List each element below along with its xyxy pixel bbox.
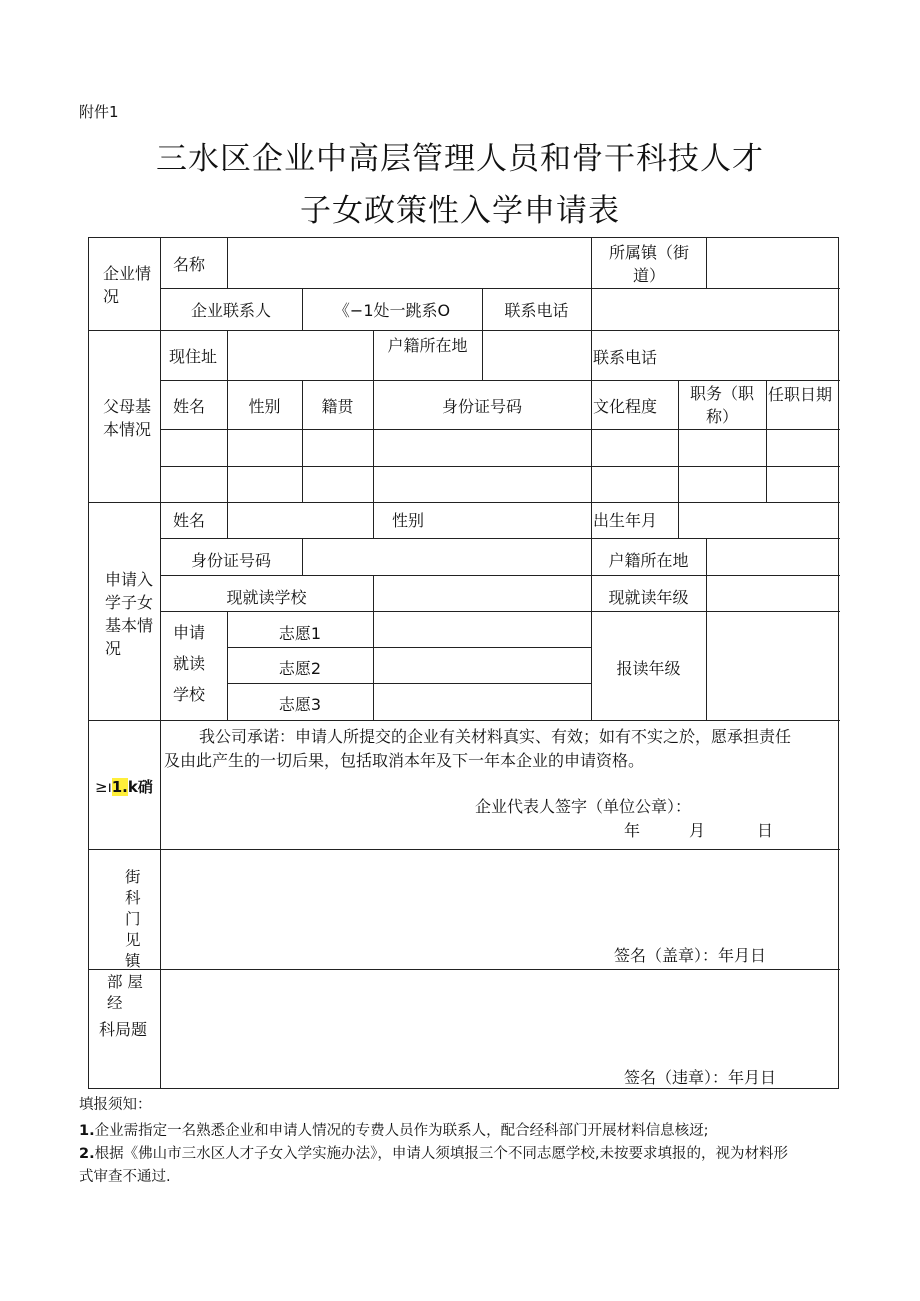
street-signature-label: 签名（盖章）：年月日 xyxy=(614,946,767,965)
child-school-field[interactable] xyxy=(373,575,591,611)
col-id-number: 身份证号码 xyxy=(441,397,522,416)
page-title-line2: 子女政策性入学申请表 xyxy=(300,193,620,229)
parents-phone-label: 联系电话 xyxy=(593,348,658,367)
col-appointment-date: 任职日期 xyxy=(768,385,833,404)
parents-section-label: 父母基本情况 xyxy=(103,397,152,439)
note-2-cont: 式审查不通过. xyxy=(79,1169,171,1185)
col-education: 文化程度 xyxy=(593,397,658,416)
child-grade-label: 现就读年级 xyxy=(608,588,689,607)
promise-signature-label: 企业代表人签字（单位公章）： xyxy=(475,797,692,816)
enterprise-town-label: 所属镇（街道） xyxy=(608,243,689,285)
page-title-line1: 三水区企业中高层管理人员和骨干科技人才 xyxy=(156,141,764,177)
bureau-section-label: 科局题 xyxy=(99,1020,148,1039)
child-birth-label: 出生年月 xyxy=(593,511,658,530)
parents-hukou-label: 户籍所在地 xyxy=(387,336,468,355)
parents-phone-field[interactable] xyxy=(678,330,839,380)
promise-month: 月 xyxy=(689,821,706,840)
promise-day: 日 xyxy=(757,821,774,840)
child-id-label: 身份证号码 xyxy=(190,551,271,570)
attachment-label: 附件1 xyxy=(79,103,119,121)
child-id-field[interactable] xyxy=(302,538,591,575)
wish2-label: 志愿2 xyxy=(278,659,322,678)
wish1-field[interactable] xyxy=(373,611,591,647)
bureau-signature-label: 签名（违章）：年月日 xyxy=(624,1068,777,1087)
apply-grade-field[interactable] xyxy=(706,611,839,720)
parents-hukou-field[interactable] xyxy=(482,330,591,380)
child-gender-label: 性别 xyxy=(391,511,424,530)
child-hukou-label: 户籍所在地 xyxy=(608,551,689,570)
child-apply-school-label: 申请就读学校 xyxy=(173,623,206,704)
child-name-label: 姓名 xyxy=(173,511,206,530)
col-name: 姓名 xyxy=(173,397,206,416)
parents-address-label: 现住址 xyxy=(169,347,218,366)
col-gender: 性别 xyxy=(248,397,281,416)
promise-section-label: ≥ı1.k硝 xyxy=(95,778,153,796)
child-grade-field[interactable] xyxy=(706,575,839,611)
enterprise-phone-label: 联系电话 xyxy=(504,301,569,320)
wish2-field[interactable] xyxy=(373,647,591,683)
enterprise-contact-field[interactable]: 《−1处一跳系O xyxy=(333,301,451,320)
notes-title: 填报须知： xyxy=(79,1097,152,1113)
street-section-label: 街 科 门 见 镇 部 屋经 xyxy=(107,868,143,1012)
enterprise-name-field[interactable] xyxy=(227,238,591,288)
enterprise-town-field[interactable] xyxy=(706,238,839,288)
child-name-field[interactable] xyxy=(227,502,373,538)
enterprise-phone-field[interactable] xyxy=(591,288,839,330)
promise-text-line1: 我公司承诺：申请人所提交的企业有关材料真实、有效；如有不实之於，愿承担责任 xyxy=(199,727,792,746)
application-form-table xyxy=(88,237,839,1089)
wish1-label: 志愿1 xyxy=(278,624,322,643)
enterprise-name-label: 名称 xyxy=(173,255,206,274)
parents-address-field[interactable] xyxy=(227,330,373,380)
col-origin: 籍贯 xyxy=(321,397,354,416)
promise-year: 年 xyxy=(624,821,641,840)
enterprise-section-label: 企业情况 xyxy=(103,264,152,306)
note-1: 1.企业需指定一名熟悉企业和申请人情况的专费人员作为联系人，配合经科部门开展材料信息核迓; xyxy=(79,1123,709,1139)
enterprise-contact-label: 企业联系人 xyxy=(190,301,271,320)
wish3-field[interactable] xyxy=(373,683,591,720)
child-birth-field[interactable] xyxy=(678,502,839,538)
apply-grade-label: 报读年级 xyxy=(616,659,681,678)
col-position: 职务（职称） xyxy=(689,384,754,426)
child-school-label: 现就读学校 xyxy=(226,588,307,607)
child-section-label: 申请入学子女基本情况 xyxy=(105,570,154,658)
promise-text-line2: 及由此产生的一切后果，包括取消本年及下一年本企业的申请资格。 xyxy=(164,751,645,770)
note-2: 2.根据《佛山市三水区人才子女入学实施办法》，申请人须填报三个不同志愿学校,未按要求填报的，视为材料形 xyxy=(79,1146,788,1162)
child-hukou-field[interactable] xyxy=(706,538,839,575)
wish3-label: 志愿3 xyxy=(278,695,322,714)
